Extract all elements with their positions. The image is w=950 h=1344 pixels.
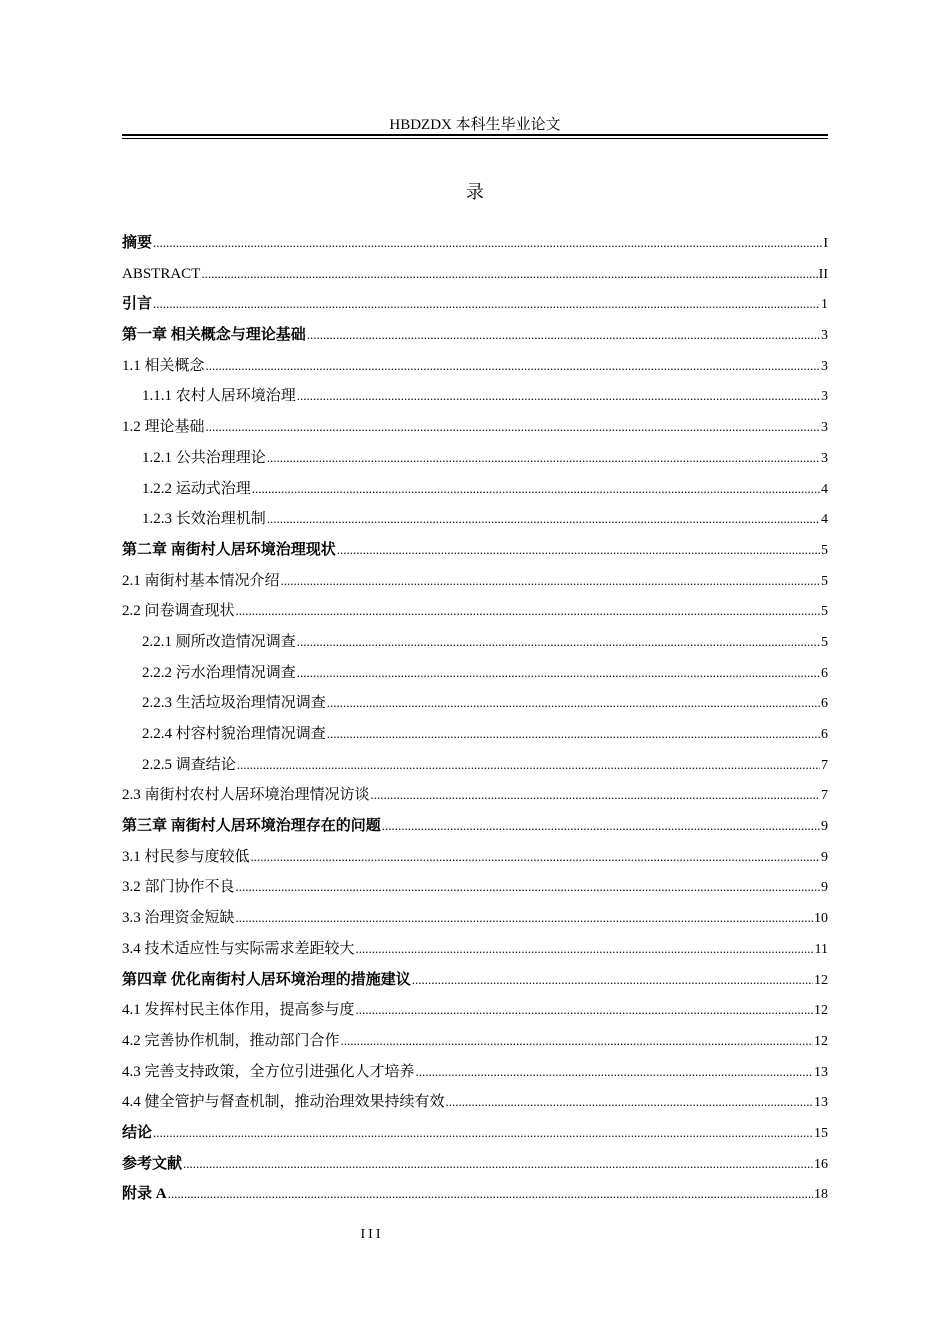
toc-dot-leader bbox=[252, 475, 820, 503]
toc-dot-leader bbox=[371, 781, 820, 809]
page-number: III bbox=[360, 1227, 384, 1242]
toc-entry-title: 2.2.2 污水治理情况调查 bbox=[142, 664, 296, 681]
toc-entry[interactable] bbox=[122, 444, 828, 475]
toc-dot-leader bbox=[237, 751, 820, 779]
toc-dot-leader bbox=[327, 720, 820, 748]
toc-entry-page: 5 bbox=[821, 604, 828, 620]
toc-entry[interactable] bbox=[122, 505, 828, 536]
toc-entry-title: 4.4 健全管护与督查机制，推动治理效果持续有效 bbox=[122, 1094, 445, 1111]
header-rule-thick bbox=[122, 134, 828, 136]
toc-entry-title: 4.2 完善协作机制，推动部门合作 bbox=[122, 1032, 340, 1049]
toc-entry-page: 1 bbox=[821, 297, 828, 313]
toc-entry-page: 6 bbox=[821, 727, 828, 742]
toc-entry[interactable] bbox=[122, 229, 828, 260]
toc-entry[interactable] bbox=[122, 1088, 828, 1119]
toc-entry-title: 引言 bbox=[122, 296, 153, 313]
toc-entry[interactable] bbox=[122, 1150, 828, 1181]
toc-entry-page: 3 bbox=[821, 358, 828, 374]
toc-entry-title: 4.3 完善支持政策，全方位引进强化人才培养 bbox=[122, 1063, 415, 1080]
toc-entry-page: 9 bbox=[821, 880, 828, 896]
toc-entry-page: 4 bbox=[821, 512, 828, 528]
toc-entry[interactable] bbox=[122, 352, 828, 383]
toc-dot-leader bbox=[337, 536, 820, 564]
toc-dot-leader bbox=[153, 290, 820, 318]
toc-dot-leader bbox=[297, 659, 820, 687]
toc-dot-leader bbox=[446, 1088, 813, 1116]
toc-entry-title: 1.1 相关概念 bbox=[122, 357, 205, 374]
toc-entry[interactable] bbox=[122, 996, 828, 1027]
toc-dot-leader bbox=[297, 382, 820, 410]
toc-entry[interactable] bbox=[122, 812, 828, 843]
page-header-title: HBDZDX 本科生毕业论文 bbox=[389, 117, 561, 133]
toc-entry-title: 2.2.3 生活垃圾治理情况调查 bbox=[142, 695, 326, 712]
toc-entry[interactable] bbox=[122, 475, 828, 506]
toc-entry-page: 9 bbox=[821, 849, 828, 865]
toc-entry-page: 12 bbox=[814, 972, 828, 988]
toc-entry-title: 3.3 治理资金短缺 bbox=[122, 910, 235, 927]
toc-dot-leader bbox=[281, 567, 820, 595]
toc-entry-page: 13 bbox=[814, 1064, 828, 1080]
toc-entry-page: 5 bbox=[821, 634, 828, 650]
toc-dot-leader bbox=[382, 812, 820, 840]
toc-entry-title: 第二章 南街村人居环境治理现状 bbox=[122, 541, 336, 558]
toc-entry[interactable] bbox=[122, 720, 828, 751]
toc-entry[interactable] bbox=[122, 597, 828, 628]
toc-dot-leader bbox=[267, 444, 820, 472]
toc-entry-title: 1.2.2 运动式治理 bbox=[142, 480, 251, 497]
toc-dot-leader bbox=[236, 597, 820, 625]
toc-entry[interactable] bbox=[122, 536, 828, 567]
table-of-contents bbox=[122, 229, 828, 1211]
toc-title: 录 bbox=[466, 182, 484, 202]
toc-entry[interactable] bbox=[122, 1119, 828, 1150]
toc-entry-title: 2.3 南街村农村人居环境治理情况访谈 bbox=[122, 787, 370, 804]
toc-entry[interactable] bbox=[122, 567, 828, 598]
toc-entry[interactable] bbox=[122, 321, 828, 352]
toc-entry-page: 3 bbox=[821, 328, 828, 344]
toc-entry-title: 摘要 bbox=[122, 235, 153, 251]
toc-entry[interactable] bbox=[122, 290, 828, 321]
toc-entry-title: 1.2 理论基础 bbox=[122, 419, 205, 436]
toc-entry[interactable] bbox=[122, 873, 828, 904]
toc-entry[interactable] bbox=[122, 628, 828, 659]
toc-dot-leader bbox=[267, 505, 820, 533]
toc-entry-page: 12 bbox=[814, 1033, 828, 1049]
toc-dot-leader bbox=[416, 1058, 813, 1086]
toc-entry[interactable] bbox=[122, 1027, 828, 1058]
header-rule-thin bbox=[122, 138, 828, 139]
toc-dot-leader bbox=[251, 843, 820, 871]
toc-entry-page: 15 bbox=[814, 1125, 828, 1141]
toc-entry-page: II bbox=[818, 266, 828, 282]
toc-entry-page: 6 bbox=[821, 665, 828, 681]
toc-entry-title: 第四章 优化南街村人居环境治理的措施建议 bbox=[122, 971, 411, 988]
toc-entry[interactable] bbox=[122, 260, 828, 291]
toc-entry[interactable] bbox=[122, 781, 828, 812]
toc-entry[interactable] bbox=[122, 966, 828, 997]
toc-entry-title: 第一章 相关概念与理论基础 bbox=[122, 327, 306, 344]
toc-entry-title: 2.2.1 厕所改造情况调查 bbox=[142, 633, 296, 650]
toc-entry-page: 6 bbox=[821, 696, 828, 712]
toc-entry[interactable] bbox=[122, 843, 828, 874]
toc-entry[interactable] bbox=[122, 751, 828, 782]
toc-dot-leader bbox=[206, 413, 820, 441]
toc-entry-page: 4 bbox=[821, 481, 828, 497]
toc-entry-page: 7 bbox=[821, 757, 828, 773]
toc-entry-page: 11 bbox=[814, 941, 828, 957]
toc-dot-leader bbox=[206, 352, 820, 380]
toc-entry-title: 1.2.1 公共治理理论 bbox=[142, 449, 266, 466]
toc-entry-page: I bbox=[823, 236, 828, 251]
toc-entry-title: 3.1 村民参与度较低 bbox=[122, 848, 250, 865]
toc-entry-page: 3 bbox=[821, 450, 828, 466]
toc-dot-leader bbox=[341, 1027, 813, 1055]
toc-dot-leader bbox=[201, 260, 817, 288]
toc-dot-leader bbox=[307, 321, 820, 349]
toc-entry-page: 5 bbox=[821, 573, 828, 589]
toc-dot-leader bbox=[412, 966, 813, 994]
toc-entry-page: 7 bbox=[821, 788, 828, 804]
toc-entry[interactable] bbox=[122, 935, 828, 966]
toc-dot-leader bbox=[236, 873, 820, 901]
toc-entry-page: 16 bbox=[814, 1156, 828, 1172]
toc-dot-leader bbox=[356, 935, 814, 963]
toc-entry-title: ABSTRACT bbox=[122, 265, 201, 282]
toc-entry-title: 2.2 问卷调查现状 bbox=[122, 603, 235, 620]
toc-entry-title: 结论 bbox=[122, 1124, 153, 1141]
toc-dot-leader bbox=[297, 628, 820, 656]
toc-entry-page: 9 bbox=[821, 819, 828, 835]
toc-dot-leader bbox=[183, 1150, 813, 1178]
toc-entry[interactable] bbox=[122, 1180, 828, 1211]
toc-entry-title: 3.2 部门协作不良 bbox=[122, 879, 235, 896]
toc-entry-title: 2.2.5 调查结论 bbox=[142, 756, 236, 773]
toc-dot-leader bbox=[356, 996, 813, 1024]
toc-entry[interactable] bbox=[122, 689, 828, 720]
toc-entry-page: 12 bbox=[814, 1003, 828, 1019]
toc-dot-leader bbox=[153, 229, 822, 257]
toc-entry[interactable] bbox=[122, 904, 828, 935]
toc-entry-title: 2.1 南街村基本情况介绍 bbox=[122, 572, 280, 589]
toc-entry-page: 3 bbox=[821, 420, 828, 436]
toc-entry-title: 第三章 南街村人居环境治理存在的问题 bbox=[122, 818, 381, 835]
toc-entry-title: 参考文献 bbox=[122, 1155, 183, 1172]
toc-entry[interactable] bbox=[122, 659, 828, 690]
toc-entry-title: 1.2.3 长效治理机制 bbox=[142, 511, 266, 528]
toc-entry-title: 3.4 技术适应性与实际需求差距较大 bbox=[122, 940, 355, 957]
toc-entry-title: 1.1.1 农村人居环境治理 bbox=[142, 388, 296, 405]
toc-entry-page: 18 bbox=[814, 1187, 828, 1203]
toc-entry-title: 4.1 发挥村民主体作用，提高参与度 bbox=[122, 1002, 355, 1019]
toc-entry-page: 3 bbox=[821, 389, 828, 405]
toc-entry-title: 附录 A bbox=[122, 1186, 167, 1203]
toc-entry[interactable] bbox=[122, 1058, 828, 1089]
toc-dot-leader bbox=[236, 904, 813, 932]
toc-entry-page: 13 bbox=[814, 1095, 828, 1111]
toc-entry-page: 5 bbox=[821, 542, 828, 558]
toc-dot-leader bbox=[153, 1119, 813, 1147]
toc-entry[interactable] bbox=[122, 413, 828, 444]
toc-entry-page: 10 bbox=[814, 911, 828, 927]
toc-dot-leader bbox=[168, 1180, 813, 1208]
toc-dot-leader bbox=[327, 689, 820, 717]
toc-entry-title: 2.2.4 村容村貌治理情况调查 bbox=[142, 726, 326, 742]
toc-entry[interactable] bbox=[122, 382, 828, 413]
